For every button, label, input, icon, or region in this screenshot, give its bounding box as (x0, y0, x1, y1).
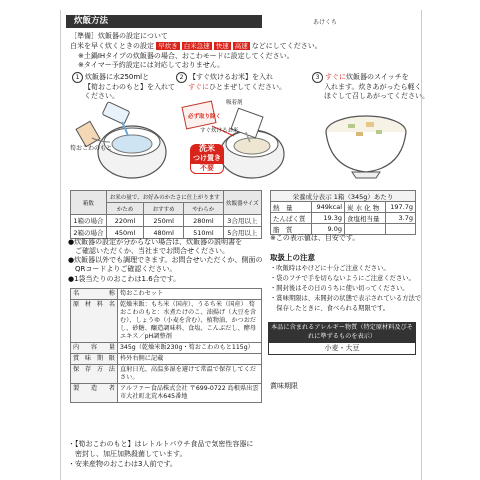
table-row (71, 354, 262, 365)
tag-kyusoku: 白米急速 (183, 42, 210, 50)
nut-label: たんぱく質 (271, 213, 312, 224)
nut-value (385, 224, 415, 235)
col-amount-head: お米の量で、お好みのかたさに仕上がります (106, 191, 223, 203)
col-serving: 箱数 (71, 191, 107, 215)
expiry-label: 賞味期限 (270, 382, 298, 390)
step-2-text2: ひとまぜしてください。 (209, 83, 286, 91)
sub-soft: やわらか (184, 203, 224, 215)
wash-badge-bottom: 不要 (190, 163, 224, 174)
step-3-text2: 入れます。炊きあがったら軽く (324, 83, 422, 91)
cell-value: 450ml (106, 227, 144, 239)
table-row (71, 365, 262, 384)
cell-value: 280ml (184, 215, 224, 227)
step-2-number: 2 (176, 72, 187, 83)
sub-firm: かため (106, 203, 144, 215)
step-2-text1: 【すぐ炊けるお米】を入れ (189, 73, 273, 81)
step-3 (312, 72, 429, 101)
step-1-text1: 炊飯器に水250mlと (85, 73, 150, 81)
info-value: 乾燥米飯：もち米（国産）、うるち米（国産） 筍おこわのもと：水煮たけのこ、油揚げ（大豆を含む）、しょうゆ（小麦を含む）、植物油、かつおだし、砂糖、醸造調味料、食塩、こんぶだし、酵母エキス／pH調整剤 (118, 300, 262, 343)
col-cooker-size: 炊飯器サイズ (223, 191, 261, 215)
step-1-text3: ください。 (84, 92, 119, 100)
table-row (271, 202, 416, 213)
nutrition-note: ※この表示値は、目安です。 (270, 234, 360, 242)
note-line-5: ●1袋当たりのおこわは1.6合です。 (68, 275, 181, 283)
note-timer: ※タイマー予約設定には対応しておりません。 (78, 61, 225, 69)
step-2-red: すぐに (188, 83, 209, 91)
cell-value: 480ml (144, 227, 184, 239)
label-oxygen-absorber: 吸着剤 (226, 100, 243, 106)
handling-item-4: ・賞味期限は、未開封の状態で表示されている方法で (270, 295, 422, 302)
nut-value: 197.7g (385, 202, 415, 213)
info-value: 345g（乾燥米飯230g・筍おこわのもと115g） (118, 343, 262, 354)
wash-badge-top: 洗米 (190, 144, 224, 154)
cell-size: 5合用以上 (223, 227, 261, 239)
cell-value: 250ml (144, 215, 184, 227)
footer-line-1: ・【筍おこわのもと】はレトルトパウチ食品で気密性容器に (68, 440, 254, 448)
nutrition-header: 栄養成分表示 1箱（345g）あたり (271, 191, 416, 202)
info-key: 賞味期限 (71, 354, 118, 365)
cell-value: 220ml (106, 215, 144, 227)
table-row (71, 384, 262, 403)
product-info-table (70, 288, 262, 403)
handling-item-1: ・吹飯時はやけどに十分ご注意ください。 (270, 265, 390, 272)
prep-label: ［準備］ (70, 32, 98, 40)
nut-value: 3.7g (385, 213, 415, 224)
prep-text: 炊飯器の設定について (98, 32, 168, 40)
tag-hayadaki: 早炊き (158, 42, 178, 50)
rice-setting-text: 白米を早く炊くときの設定 (70, 42, 154, 50)
label-instant-rice: すぐ炊けるお米 (200, 128, 239, 134)
info-key: 内 容 量 (71, 343, 118, 354)
table-row (271, 224, 416, 235)
table-row (71, 300, 262, 343)
allergy-box (268, 322, 416, 355)
info-value: 直射日光、高温多湿を避けて常温で保存してください。 (118, 365, 262, 384)
nutrition-table (270, 190, 416, 235)
info-key: 原材料名 (71, 300, 118, 343)
info-value: 枠外右側に記載 (118, 354, 262, 365)
info-key: 製 造 者 (71, 384, 118, 403)
sub-recommended: おすすめ (144, 203, 184, 215)
footer-line-2: 密封し、加圧加熱殺菌しています。 (68, 450, 187, 458)
info-value: 筍おこわセット (118, 289, 262, 300)
table-row (71, 227, 262, 239)
handling-item-2: ・袋のフチで手を切らないようにご注意ください。 (270, 275, 415, 282)
opening-label: あけくち (313, 19, 338, 26)
nut-label (345, 224, 386, 235)
step-3-text1: 炊飯器のスイッチを (346, 73, 409, 81)
prep-line (70, 32, 168, 41)
nut-value: 19.3g (311, 213, 344, 224)
tag-kosoku: 高速 (234, 42, 248, 50)
nut-label: 炭 水 化 物 (345, 202, 386, 213)
rice-cooker-water-illustration (70, 96, 170, 188)
label-base-mix: 筍おこわのもと (70, 145, 113, 152)
note-line-3: ●炊飯器以外でも調理できます。お問合せいただくか、側面の (68, 256, 263, 264)
note-line-1: ●炊飯器の設定が分からない場合は、炊飯器の説明書を (68, 238, 243, 246)
cooking-amount-table (70, 190, 262, 239)
table-row (71, 289, 262, 300)
rice-setting-suffix: などにしてください。 (251, 42, 322, 50)
info-key: 保存方法 (71, 365, 118, 384)
info-key: 名 称 (71, 289, 118, 300)
row-label: 2箱の場合 (71, 227, 107, 239)
info-value: アルファー食品株式会社 〒699-0722 島根県出雲市大社町北荒木645番地 (118, 384, 262, 403)
nut-label: 脂 質 (271, 224, 312, 235)
nut-label: 食塩相当量 (345, 213, 386, 224)
step-2 (176, 72, 286, 92)
wash-badge-mid: つけ置き (190, 154, 224, 163)
handling-item-5: 保存したときに、食べられる期限です。 (270, 305, 390, 312)
handling-title: 取扱上の注意 (270, 253, 315, 262)
step-3-text3: ほぐして召しあがってください。 (324, 92, 429, 100)
step-1-number: 1 (72, 72, 83, 83)
allergy-header: 本品に含まれるアレルギー物質（特定原材料及びそれに準ずるものを表示） (268, 322, 416, 342)
handling-item-3: ・開封後はその日のうちに使い切ってください。 (270, 285, 409, 292)
note-donabe: ※土鍋IHタイプの炊飯器の場合、おこわモードに設定してください。 (78, 52, 294, 60)
allergy-body: 小麦・大豆 (268, 342, 416, 355)
step-3-red: すぐに (325, 73, 346, 81)
okowa-bowl-illustration (318, 102, 414, 180)
rice-setting-line (70, 42, 322, 51)
table-row (271, 213, 416, 224)
note-line-4: QRコードよりご確認ください。 (68, 265, 177, 273)
step-3-number: 3 (312, 72, 323, 83)
label-remove: 必ず取り除く (188, 114, 222, 120)
wash-badge (190, 144, 224, 180)
table-row (71, 215, 262, 227)
cell-value: 510ml (184, 227, 224, 239)
row-label: 1箱の場合 (71, 215, 107, 227)
table-row (71, 343, 262, 354)
footer-line-3: ・安来産物のおこわは3人前です。 (68, 460, 177, 468)
step-1-text2: 【筍おこわのもと】を入れて (84, 83, 175, 91)
nut-label: 熱 量 (271, 202, 312, 213)
nut-value: 9.0g (311, 224, 344, 235)
nut-value: 949kcal (311, 202, 344, 213)
section-title: 炊飯方法 (66, 15, 262, 28)
cell-size: 3合用以上 (223, 215, 261, 227)
note-line-2: ご確認いただくか、当社までお問合せください。 (68, 247, 229, 255)
tag-kaisoku: 快速 (215, 42, 229, 50)
